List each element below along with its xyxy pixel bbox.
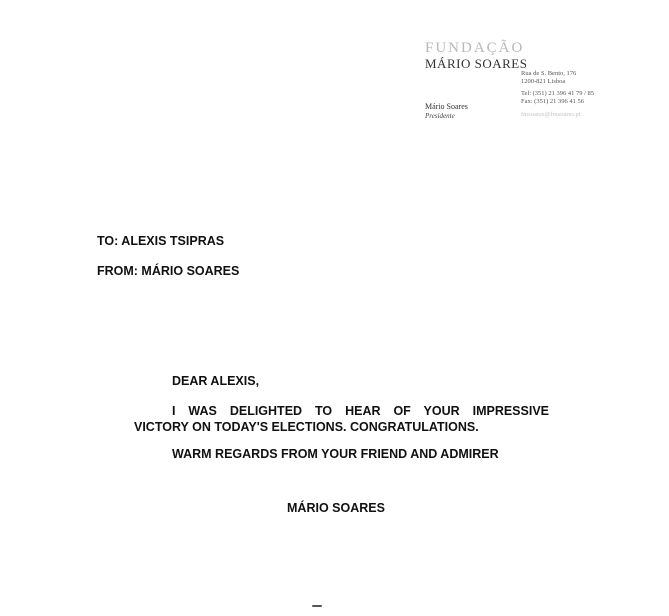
org-address bbox=[521, 70, 576, 86]
email-address: fmsoares@fmsoares.pt bbox=[521, 111, 581, 118]
phone-number: Tel: (351) 21 396 41 79 / 85 bbox=[521, 90, 595, 97]
body-paragraph-congratulations bbox=[134, 403, 549, 435]
org-name-line2: MÁRIO SOARES bbox=[425, 56, 528, 71]
address-city: 1200-821 Lisboa bbox=[521, 78, 566, 85]
fax-number: Fax: (351) 21 396 41 56 bbox=[521, 98, 585, 105]
body-paragraph-regards: WARM REGARDS FROM YOUR FRIEND AND ADMIRER bbox=[172, 447, 499, 461]
page-mark bbox=[312, 605, 322, 607]
letterhead bbox=[425, 40, 660, 130]
recipient-line: TO: ALEXIS TSIPRAS bbox=[97, 234, 225, 248]
paragraph-line: I WAS DELIGHTED TO HEAR OF YOUR IMPRESSIVE bbox=[172, 404, 549, 418]
sender-line: FROM: MÁRIO SOARES bbox=[97, 264, 240, 278]
org-contact bbox=[521, 90, 594, 106]
salutation: DEAR ALEXIS, bbox=[172, 374, 260, 388]
address-street: Rua de S. Bento, 176 bbox=[521, 70, 577, 77]
paragraph-line: VICTORY ON TODAY'S ELECTIONS. CONGRATULATIONS. bbox=[134, 420, 479, 434]
org-name-line1: FUNDAÇÃO bbox=[425, 40, 525, 56]
signatory-title: Presidente bbox=[425, 112, 455, 120]
signatory-name: Mário Soares bbox=[425, 102, 468, 111]
signoff-name: MÁRIO SOARES bbox=[287, 501, 385, 515]
